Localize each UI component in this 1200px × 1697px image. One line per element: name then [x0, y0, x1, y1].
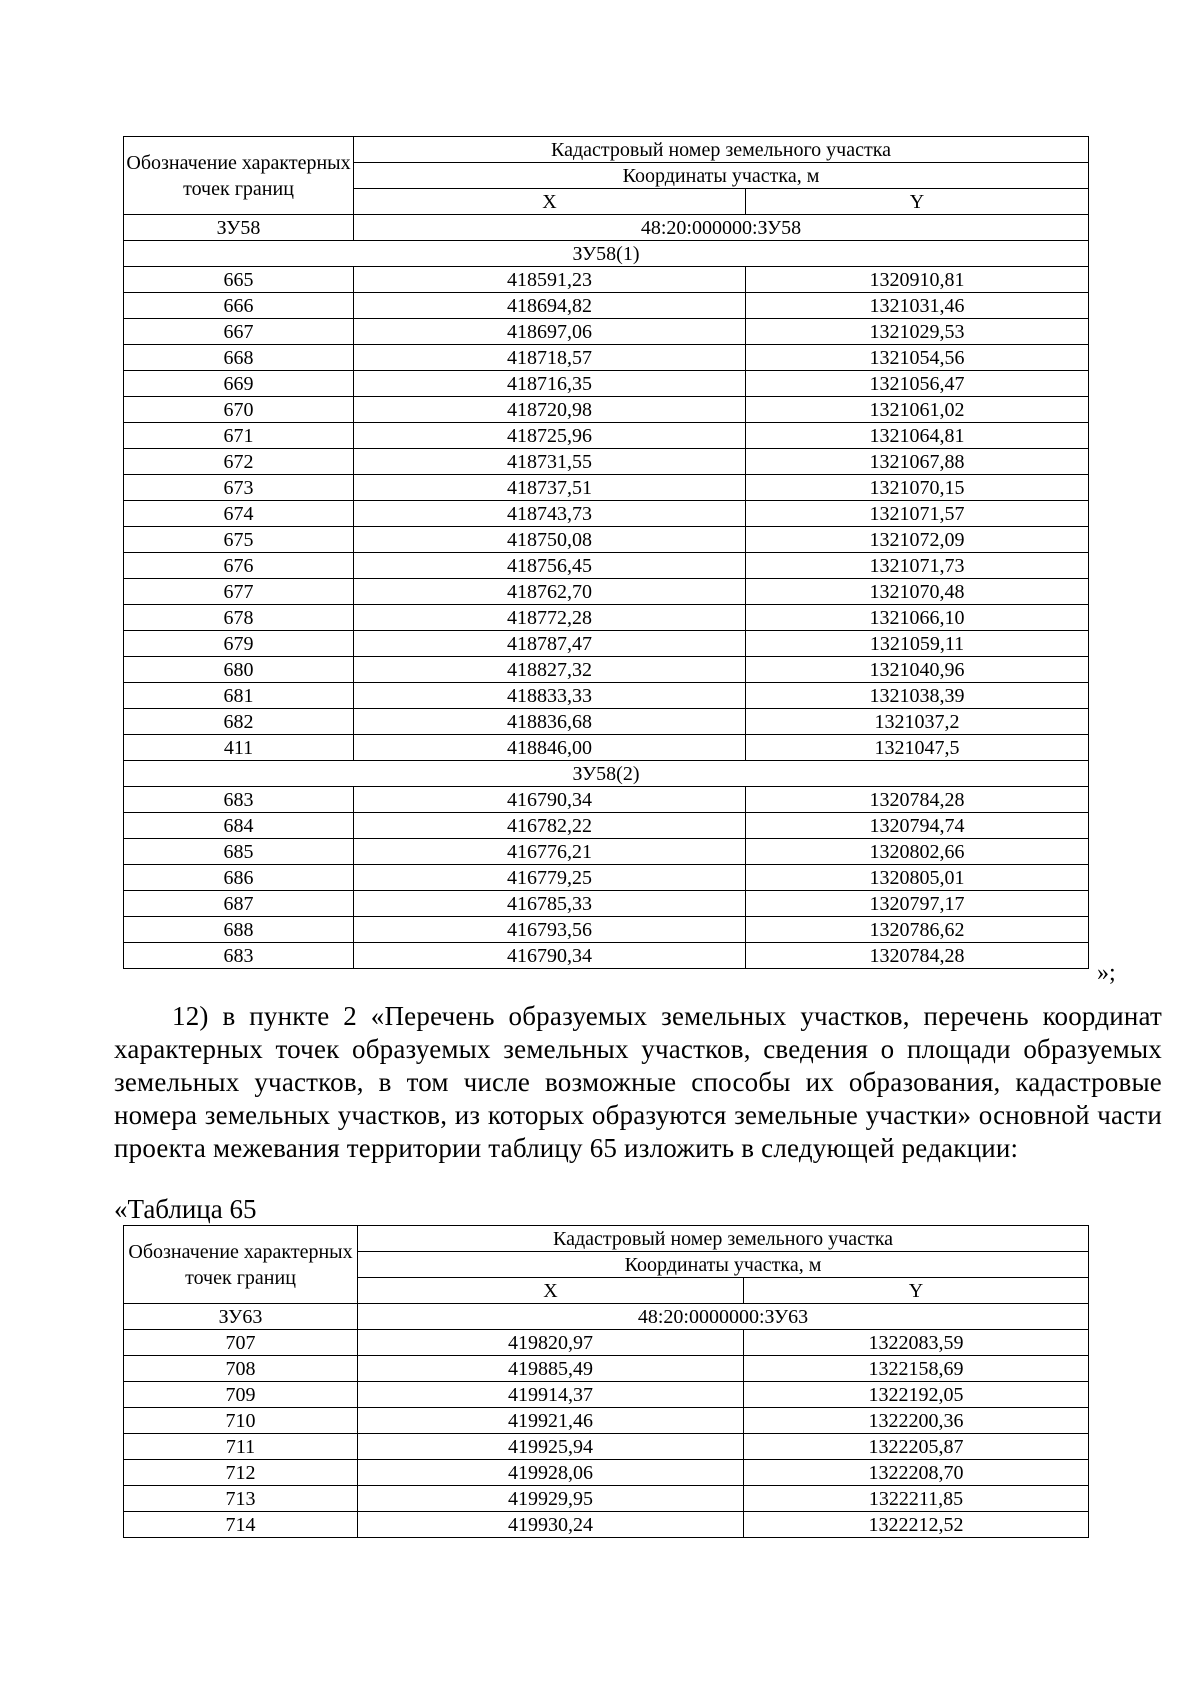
coord-x: 418731,55	[354, 449, 746, 475]
coord-x: 419921,46	[358, 1408, 744, 1434]
point-number: 671	[124, 423, 354, 449]
coord-x: 418743,73	[354, 501, 746, 527]
point-number: 675	[124, 527, 354, 553]
table-row	[124, 475, 1089, 501]
coordinates-table-zu63	[123, 1225, 1089, 1538]
coord-y: 1321061,02	[746, 397, 1089, 423]
coord-y: 1322200,36	[744, 1408, 1089, 1434]
coord-x: 416779,25	[354, 865, 746, 891]
parcel-cadastral-number: 48:20:000000:ЗУ58	[354, 215, 1089, 241]
coord-x: 419914,37	[358, 1382, 744, 1408]
table-row	[124, 865, 1089, 891]
coord-x: 418737,51	[354, 475, 746, 501]
section-row	[124, 761, 1089, 787]
coord-x: 418762,70	[354, 579, 746, 605]
table-row	[124, 319, 1089, 345]
coord-x: 416790,34	[354, 787, 746, 813]
table-row	[124, 787, 1089, 813]
coord-x: 419928,06	[358, 1460, 744, 1486]
point-number: 713	[124, 1486, 358, 1512]
table-row	[124, 943, 1089, 969]
coordinates-table-zu58-body	[124, 137, 1089, 969]
point-number: 666	[124, 293, 354, 319]
table-row	[124, 735, 1089, 761]
coord-y: 1321059,11	[746, 631, 1089, 657]
point-number: 682	[124, 709, 354, 735]
table-row	[124, 1486, 1089, 1512]
coord-x: 418756,45	[354, 553, 746, 579]
header-designation: Обозначение характерных точек границ	[124, 1226, 358, 1304]
coord-x: 416790,34	[354, 943, 746, 969]
table-row	[124, 579, 1089, 605]
coord-y: 1320797,17	[746, 891, 1089, 917]
header-coords: Координаты участка, м	[358, 1252, 1089, 1278]
coord-y: 1321054,56	[746, 345, 1089, 371]
coord-x: 418836,68	[354, 709, 746, 735]
table-row	[124, 553, 1089, 579]
coord-y: 1320805,01	[746, 865, 1089, 891]
point-number: 687	[124, 891, 354, 917]
table-row	[124, 709, 1089, 735]
coord-x: 418846,00	[354, 735, 746, 761]
coord-x: 418750,08	[354, 527, 746, 553]
coord-y: 1321038,39	[746, 683, 1089, 709]
point-number: 686	[124, 865, 354, 891]
coord-x: 416782,22	[354, 813, 746, 839]
table-row	[124, 1512, 1089, 1538]
header-cadastral: Кадастровый номер земельного участка	[354, 137, 1089, 163]
coord-y: 1321040,96	[746, 657, 1089, 683]
point-number: 714	[124, 1512, 358, 1538]
coord-x: 418772,28	[354, 605, 746, 631]
coord-y: 1322208,70	[744, 1460, 1089, 1486]
point-number: 669	[124, 371, 354, 397]
coord-y: 1320784,28	[746, 787, 1089, 813]
coord-y: 1322192,05	[744, 1382, 1089, 1408]
table-row	[124, 397, 1089, 423]
parcel-code: ЗУ58	[124, 215, 354, 241]
section-row	[124, 241, 1089, 267]
table-row	[124, 267, 1089, 293]
table-closing-quote: »;	[1097, 960, 1116, 986]
coord-x: 418725,96	[354, 423, 746, 449]
header-y: Y	[746, 189, 1089, 215]
coordinates-table-zu63-body	[124, 1226, 1089, 1538]
header-x: X	[358, 1278, 744, 1304]
coord-y: 1322211,85	[744, 1486, 1089, 1512]
table-row	[124, 891, 1089, 917]
coord-y: 1322083,59	[744, 1330, 1089, 1356]
parcel-code: ЗУ63	[124, 1304, 358, 1330]
coord-y: 1321037,2	[746, 709, 1089, 735]
section-title: ЗУ58(2)	[124, 761, 1089, 787]
table-row	[124, 813, 1089, 839]
point-number: 707	[124, 1330, 358, 1356]
coord-x: 419885,49	[358, 1356, 744, 1382]
point-number: 712	[124, 1460, 358, 1486]
table-row	[124, 839, 1089, 865]
coord-y: 1321072,09	[746, 527, 1089, 553]
coord-y: 1322205,87	[744, 1434, 1089, 1460]
point-number: 711	[124, 1434, 358, 1460]
point-number: 683	[124, 787, 354, 813]
point-number: 668	[124, 345, 354, 371]
point-number: 679	[124, 631, 354, 657]
coord-x: 419930,24	[358, 1512, 744, 1538]
coord-x: 418787,47	[354, 631, 746, 657]
header-cadastral: Кадастровый номер земельного участка	[358, 1226, 1089, 1252]
table-row	[124, 605, 1089, 631]
table-caption: «Таблица 65	[114, 1194, 257, 1224]
table-row	[124, 631, 1089, 657]
point-number: 672	[124, 449, 354, 475]
header-y: Y	[744, 1278, 1089, 1304]
coord-y: 1320786,62	[746, 917, 1089, 943]
coord-y: 1321029,53	[746, 319, 1089, 345]
coord-x: 418697,06	[354, 319, 746, 345]
coord-x: 418833,33	[354, 683, 746, 709]
point-number: 667	[124, 319, 354, 345]
coord-y: 1321066,10	[746, 605, 1089, 631]
coord-x: 419820,97	[358, 1330, 744, 1356]
point-number: 685	[124, 839, 354, 865]
table-row	[124, 657, 1089, 683]
point-number: 676	[124, 553, 354, 579]
point-number: 678	[124, 605, 354, 631]
coord-x: 418716,35	[354, 371, 746, 397]
coord-x: 419929,95	[358, 1486, 744, 1512]
table-row	[124, 917, 1089, 943]
point-number: 710	[124, 1408, 358, 1434]
table-row	[124, 293, 1089, 319]
point-number: 670	[124, 397, 354, 423]
header-x: X	[354, 189, 746, 215]
table-row	[124, 345, 1089, 371]
coord-y: 1321070,48	[746, 579, 1089, 605]
point-number: 709	[124, 1382, 358, 1408]
point-number: 677	[124, 579, 354, 605]
coord-y: 1320802,66	[746, 839, 1089, 865]
coord-y: 1321070,15	[746, 475, 1089, 501]
coord-y: 1322212,52	[744, 1512, 1089, 1538]
point-number: 681	[124, 683, 354, 709]
coord-y: 1321064,81	[746, 423, 1089, 449]
point-number: 673	[124, 475, 354, 501]
table-row	[124, 683, 1089, 709]
coord-x: 419925,94	[358, 1434, 744, 1460]
coord-x: 418591,23	[354, 267, 746, 293]
coord-y: 1322158,69	[744, 1356, 1089, 1382]
table-row	[124, 423, 1089, 449]
table-row	[124, 1356, 1089, 1382]
point-number: 688	[124, 917, 354, 943]
coord-y: 1320794,74	[746, 813, 1089, 839]
coord-x: 418694,82	[354, 293, 746, 319]
table-row	[124, 1460, 1089, 1486]
coord-y: 1321071,73	[746, 553, 1089, 579]
amendment-paragraph: 12) в пункте 2 «Перечень образуемых земельных участков, перечень координат характерных точек образуемых земельных участков, сведения о площади образуемых земельных участков, в том числе возможные способы их образования, кадастровые номера земельных участков, из которых образуются земельные участки» основной части проекта межевания территории таблицу 65 изложить в следующей редакции:	[114, 1001, 1162, 1163]
table-row	[124, 449, 1089, 475]
point-number: 665	[124, 267, 354, 293]
table-row	[124, 501, 1089, 527]
point-number: 684	[124, 813, 354, 839]
table-row	[124, 1434, 1089, 1460]
table-row	[124, 371, 1089, 397]
coord-y: 1320784,28	[746, 943, 1089, 969]
coord-x: 416776,21	[354, 839, 746, 865]
point-number: 708	[124, 1356, 358, 1382]
coord-y: 1321071,57	[746, 501, 1089, 527]
coord-y: 1321031,46	[746, 293, 1089, 319]
coord-y: 1320910,81	[746, 267, 1089, 293]
table-row	[124, 1408, 1089, 1434]
coord-y: 1321047,5	[746, 735, 1089, 761]
header-designation: Обозначение характерных точек границ	[124, 137, 354, 215]
point-number: 680	[124, 657, 354, 683]
coord-x: 416793,56	[354, 917, 746, 943]
header-coords: Координаты участка, м	[354, 163, 1089, 189]
section-title: ЗУ58(1)	[124, 241, 1089, 267]
coord-x: 418720,98	[354, 397, 746, 423]
coord-y: 1321056,47	[746, 371, 1089, 397]
coord-x: 416785,33	[354, 891, 746, 917]
coord-x: 418827,32	[354, 657, 746, 683]
parcel-cadastral-number: 48:20:0000000:ЗУ63	[358, 1304, 1089, 1330]
table-row	[124, 1330, 1089, 1356]
point-number: 683	[124, 943, 354, 969]
point-number: 411	[124, 735, 354, 761]
table-row	[124, 527, 1089, 553]
coord-y: 1321067,88	[746, 449, 1089, 475]
coordinates-table-zu58	[123, 136, 1089, 969]
coord-x: 418718,57	[354, 345, 746, 371]
table-row	[124, 1382, 1089, 1408]
point-number: 674	[124, 501, 354, 527]
